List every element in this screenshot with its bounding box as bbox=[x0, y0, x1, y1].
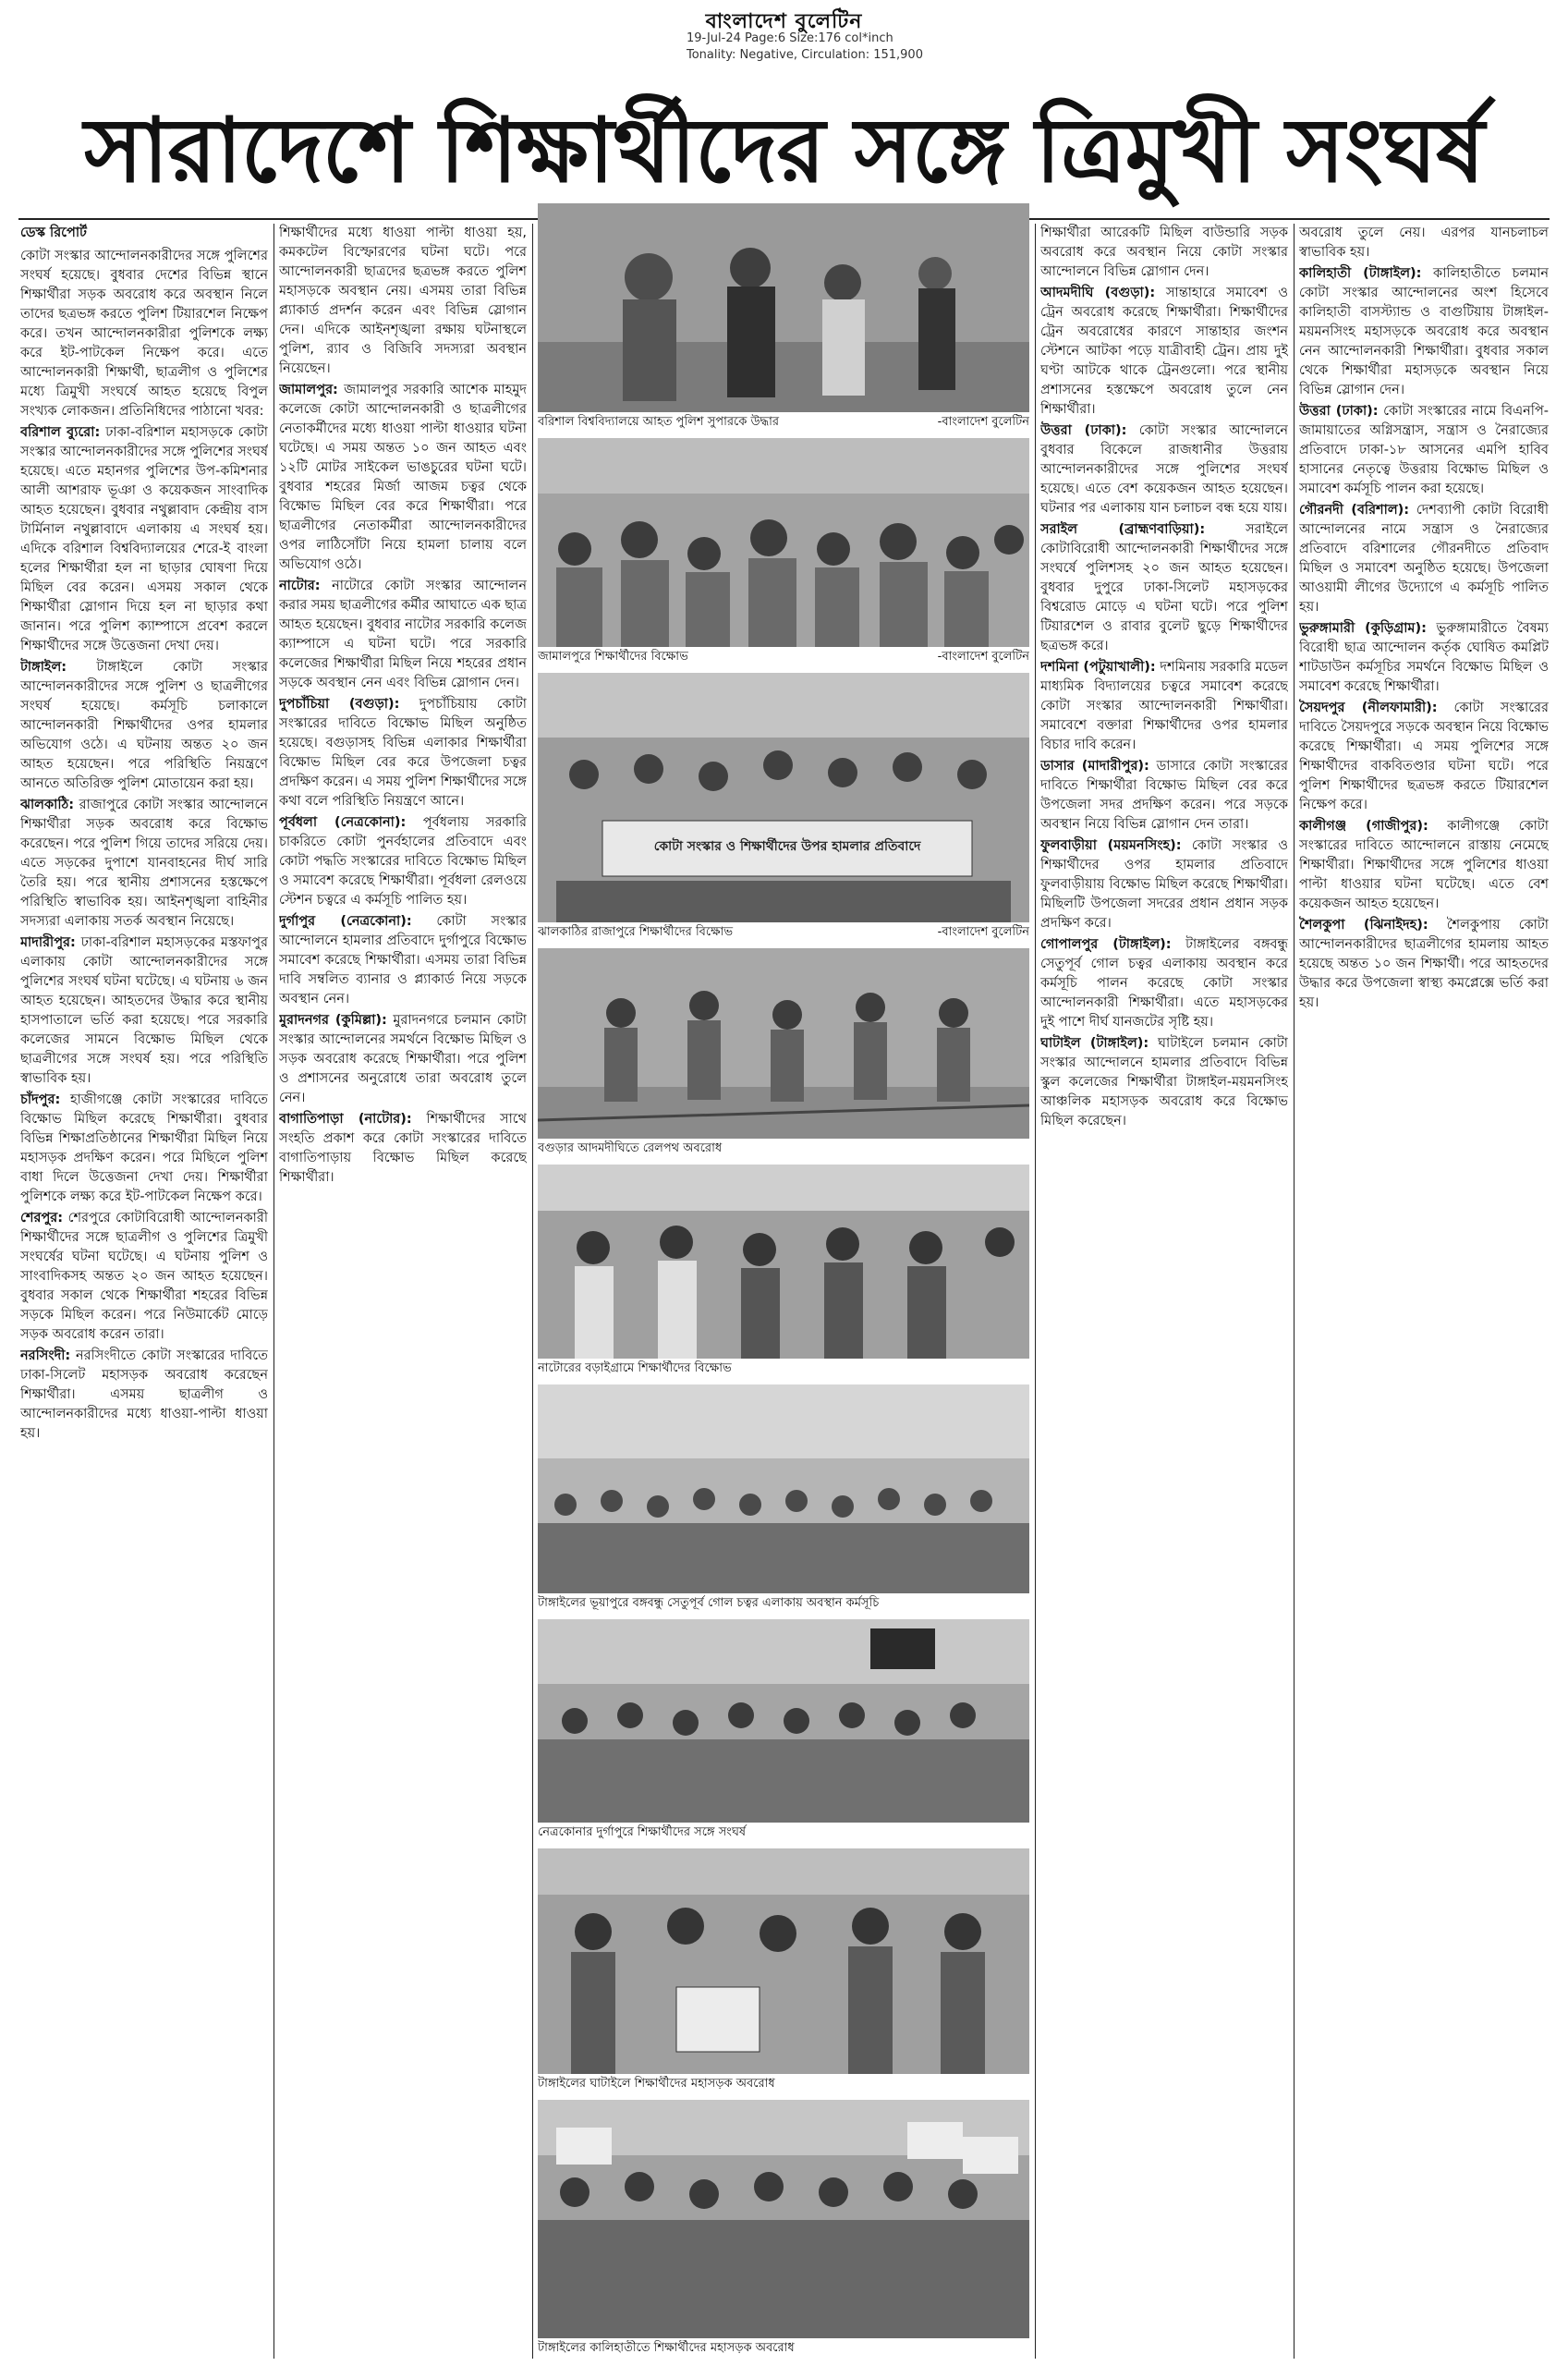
dateline: টাঙ্গাইল: bbox=[20, 660, 67, 675]
dateline: মাদারীপুর: bbox=[20, 935, 76, 950]
dateline: বরিশাল ব্যুরো: bbox=[20, 425, 101, 440]
clipping-meta-tonality: Tonality: Negative, Circulation: 151,900 bbox=[687, 48, 923, 62]
crowd-photo bbox=[538, 203, 1029, 412]
paragraph-text: শিক্ষার্থীদের সাথে সংহতি প্রকাশ করে কোটা সংস্কারের দাবিতে বাগাতিপাড়ায় বিক্ষোভ মিছিল করেছে শিক্ষার্থীরা। bbox=[279, 1112, 527, 1185]
photo-1 bbox=[538, 203, 1029, 412]
dateline: দশমিনা (পটুয়াখালী): bbox=[1040, 660, 1156, 675]
column-divider bbox=[1294, 224, 1295, 2359]
paragraph-text: কোটা সংস্কার আন্দোলনে বুধবার বিকেলে রাজধানীর উত্তরায় আন্দোলনকারীদের সঙ্গে পুলিশের সংঘর্ষ হয়েছে। এতে বেশ কয়েকজন আহত হয়েছেন। ঘটনার পর এলাকায় যান চলাচল বন্ধ হয়ে যায়। bbox=[1040, 423, 1288, 516]
caption-text: নাটোরের বড়াইগ্রামে শিক্ষার্থীদের বিক্ষোভ bbox=[538, 1361, 732, 1375]
paragraph-text: পূর্বধলায় সরকারি চাকরিতে কোটা পুনর্বহালের প্রতিবাদে এবং কোটা পদ্ধতি সংস্কারের দাবিতে বিক্ষোভ মিছিল ও সমাবেশ করেছে শিক্ষার্থীরা। পূর্বধলা রেলওয়ে স্টেশন চত্বরে এ কর্মসূচি পালিত হয়। bbox=[279, 815, 527, 908]
dateline: সরাইল (ব্রাহ্মণবাড়িয়া): bbox=[1040, 522, 1206, 537]
page-headline: সারাদেশে শিক্ষার্থীদের সঙ্গে ত্রিমুখী সংঘর্ষ bbox=[84, 99, 1484, 202]
dateline: গোপালপুর (টাঙ্গাইল): bbox=[1040, 937, 1172, 952]
article-paragraph bbox=[279, 1011, 527, 1108]
article-paragraph bbox=[1299, 916, 1549, 1013]
paragraph-text: টাঙ্গাইলের বঙ্গবন্ধু সেতুপূর্ব গোল চত্বর এলাকায় অবস্থান করে কর্মসূচি পালন করেছে কোটা সংস্কার আন্দোলনকারী শিক্ষার্থীরা। এতে মহাসড়কের দুই পাশে দীর্ঘ যানজটের সৃষ্টি হয়। bbox=[1040, 937, 1288, 1030]
article-column-4 bbox=[1040, 224, 1288, 2359]
article-paragraph bbox=[20, 658, 268, 794]
dateline: পূর্বধলা (নেত্রকোনা): bbox=[279, 815, 407, 830]
caption-text: নেত্রকোনার দুর্গাপুরে শিক্ষার্থীদের সঙ্গে সংঘর্ষ bbox=[538, 1825, 747, 1839]
paragraph-text: শেরপুরে কোটাবিরোধী আন্দোলনকারী শিক্ষার্থীদের সঙ্গে ছাত্রলীগ ও পুলিশের ত্রিমুখী সংঘর্ষের ঘটনা ঘটেছে। এ ঘটনায় পুলিশ ও সাংবাদিকসহ অন্তত ২০ জন আহত হয়েছেন। বুধবার সকাল থেকে শিক্ষার্থীরা শহরের বিভিন্ন সড়কে মিছিল করেন। পরে নিউমার্কেট মোড়ে সড়ক অবরোধ করেন তারা। bbox=[20, 1211, 268, 1342]
paragraph-text: ভুরুঙ্গামারীতে বৈষম্য বিরোধী ছাত্র আন্দোলন কর্তৃক ঘোষিত কমপ্লিট শাটডাউন কর্মসূচির সমর্থনে বিক্ষোভ মিছিল ও সমাবেশ করেছে শিক্ষার্থীরা। bbox=[1299, 621, 1549, 694]
article-paragraph bbox=[1040, 935, 1288, 1032]
dateline: বাগাতিপাড়া (নাটোর): bbox=[279, 1112, 412, 1127]
byline: ডেস্ক রিপোর্ট bbox=[20, 226, 87, 240]
article-paragraph: শিক্ষার্থীদের মধ্যে ধাওয়া পাল্টা ধাওয়া হয়, কমকটেল বিস্ফোরণের ঘটনা ঘটে। পরে আন্দোলনকারী ছাত্রদের ছত্রভঙ্গ করতে পুলিশ মহাসড়কে অবস্থান নেয়। এসময় তারা বিভিন্ন প্ল্যাকার্ড প্রদর্শন করেন এবং বিভিন্ন স্লোগান দেন। এদিকে আইনশৃঙ্খলা রক্ষায় ঘটনাস্থলে পুলিশ, র‍্যাব ও বিজিবি সদস্যরা অবস্থান নিয়েছেন। bbox=[279, 226, 527, 376]
article-paragraph bbox=[279, 577, 527, 693]
article-paragraph bbox=[1040, 421, 1288, 518]
article-paragraph bbox=[1299, 699, 1549, 815]
paragraph-text: ঘাটাইলে চলমান কোটা সংস্কার আন্দোলনে হামলার প্রতিবাদে বিভিন্ন স্কুল কলেজের শিক্ষার্থীরা টাঙ্গাইল-ময়মনসিংহ আঞ্চলিক মহাসড়ক অবরোধ করে বিক্ষোভ মিছিল করেছেন। bbox=[1040, 1036, 1288, 1128]
crowd-photo bbox=[538, 1165, 1029, 1359]
dateline: ফুলবাড়ীয়া (ময়মনসিংহ): bbox=[1040, 838, 1182, 853]
crowd-photo bbox=[538, 1384, 1029, 1593]
caption-text: টাঙ্গাইলের কালিহাতীতে শিক্ষার্থীদের মহাসড়ক অবরোধ bbox=[538, 2341, 795, 2355]
article-paragraph bbox=[1299, 402, 1549, 499]
paragraph-text: ডাসারে কোটা সংস্কারের দাবিতে শিক্ষার্থীরা বিক্ষোভ মিছিল বের করে উপজেলা সদর প্রদক্ষিণ করেন। পরে সড়কে অবস্থান নিয়ে বিভিন্ন স্লোগান দেন তারা। bbox=[1040, 759, 1288, 832]
article-paragraph bbox=[20, 423, 268, 656]
article-paragraph bbox=[1299, 501, 1549, 617]
article-paragraph: অবরোধ তুলে নেয়। এরপর যানচলাচল স্বাভাবিক হয়। bbox=[1299, 226, 1549, 260]
crowd-photo bbox=[538, 673, 1029, 922]
paragraph-text: দেশব্যাপী কোটা বিরোধী আন্দোলনের নামে সন্ত্রাস ও নৈরাজ্যের প্রতিবাদে বরিশালের গৌরনদীতে প্রতিবাদ মিছিল ও সমাবেশ অনুষ্ঠিত হয়েছে। উপজেলা আওয়ামী লীগের উদ্যোগে এ কর্মসূচি পালিত হয়। bbox=[1299, 503, 1549, 615]
photo-caption bbox=[538, 1360, 1029, 1377]
caption-source: -বাংলাদেশ বুলেটিন bbox=[937, 650, 1029, 664]
article-paragraph bbox=[20, 933, 268, 1089]
dateline: ঘাটাইল (টাঙ্গাইল): bbox=[1040, 1036, 1149, 1051]
clipping-meta-date-page: 19-Jul-24 Page:6 Size:176 col*inch bbox=[687, 31, 893, 45]
photo-7 bbox=[538, 1619, 1029, 1823]
dateline: দুপচাঁচিয়া (বগুড়া): bbox=[279, 697, 400, 712]
caption-text: টাঙ্গাইলের ঘাটাইলে শিক্ষার্থীদের মহাসড়ক অবরোধ bbox=[538, 2077, 775, 2091]
dateline: সৈয়দপুর (নীলফামারী): bbox=[1299, 701, 1438, 715]
paragraph-text: টাঙ্গাইলে কোটা সংস্কার আন্দোলনকারীদের সঙ্গে পুলিশ ও ছাত্রলীগের সংঘর্ষ হয়েছে। কর্মসূচি চলাকালে আন্দোলনকারী শিক্ষার্থীদের ওপর হামলার অভিযোগ ওঠে। এ ঘটনায় অন্তত ২০ জন আহত হয়েছেন। পরে পরিস্থিতি নিয়ন্ত্রণে আনতে অতিরিক্ত পুলিশ মোতায়েন করা হয়। bbox=[20, 660, 268, 791]
dateline: নাটোর: bbox=[279, 579, 321, 593]
paragraph-text: রাজাপুরে কোটা সংস্কার আন্দোলনে শিক্ষার্থীরা সড়ক অবরোধ করে বিক্ষোভ করেছেন। পরে পুলিশ গিয়ে তাদের সরিয়ে দেয়। এতে সড়কের দুপাশে যানবাহনের দীর্ঘ সারি তৈরি হয়। পরে স্থানীয় প্রশাসনের হস্তক্ষেপে পরিস্থিতি স্বাভাবিক হয়। আইনশৃঙ্খলা বাহিনীর সদস্যরা এলাকায় সতর্ক অবস্থান নিয়েছে। bbox=[20, 798, 268, 929]
article-paragraph bbox=[1299, 619, 1549, 697]
article-paragraph bbox=[20, 796, 268, 932]
article-paragraph bbox=[1040, 757, 1288, 835]
paragraph-text: নাটোরে কোটা সংস্কার আন্দোলন করার সময় ছাত্রলীগের কর্মীর আঘাতে এক ছাত্র আহত হয়েছেন। বুধবার নাটোর সরকারি কলেজ ক্যাম্পাসে এ ঘটনা ঘটে। পরে সরকারি কলেজের শিক্ষার্থীরা মিছিল নিয়ে শহরের প্রধান সড়কে অবস্থান নেন এবং বিভিন্ন স্লোগান দেন। bbox=[279, 579, 527, 690]
article-paragraph bbox=[279, 1110, 527, 1188]
article-paragraph bbox=[1299, 264, 1549, 400]
photo-4 bbox=[538, 948, 1029, 1139]
paragraph-text: কোটা সংস্কার আন্দোলনে হামলার প্রতিবাদে দুর্গাপুরে বিক্ষোভ সমাবেশ করেছে শিক্ষার্থীরা। এসময় তারা বিভিন্ন দাবি সম্বলিত ব্যানার ও প্ল্যাকার্ড নিয়ে সড়কে অবস্থান নেন। bbox=[279, 914, 527, 1006]
article-paragraph bbox=[279, 912, 527, 1009]
article-paragraph bbox=[279, 381, 527, 575]
article-paragraph bbox=[1040, 520, 1288, 656]
article-paragraph bbox=[279, 813, 527, 910]
crowd-photo bbox=[538, 948, 1029, 1139]
photo-5 bbox=[538, 1165, 1029, 1359]
paragraph-text: সান্তাহারে সমাবেশ ও ট্রেন অবরোধ করেছে শিক্ষার্থীরা। শিক্ষার্থীদের ট্রেন অবরোধের কারণে সান্তাহার জংশন স্টেশনে আটকা পড়ে যাত্রীবাহী ট্রেন। প্রায় দুই ঘণ্টা আটকে থাকে ট্রেনগুলো। পরে স্থানীয় প্রশাসনের হস্তক্ষেপে অবরোধ তুলে নেন শিক্ষার্থীরা। bbox=[1040, 286, 1288, 417]
caption-text: জামালপুরে শিক্ষার্থীদের বিক্ষোভ bbox=[538, 650, 688, 664]
paragraph-text: দুপচাঁচিয়ায় কোটা সংস্কারের দাবিতে বিক্ষোভ মিছিল অনুষ্ঠিত হয়েছে। বগুড়াসহ বিভিন্ন এলাকার শিক্ষার্থীরা বিক্ষোভ মিছিল বের করে উপজেলা চত্বর প্রদক্ষিণ করেন। এ সময় পুলিশ শিক্ষার্থীদের সঙ্গে কথা বলে পরিস্থিতি নিয়ন্ত্রণে আনে। bbox=[279, 697, 527, 809]
photo-3 bbox=[538, 673, 1029, 922]
paragraph-text: কালিহাতীতে চলমান কোটা সংস্কার আন্দোলনের অংশ হিসেবে কালিহাতী বাসস্ট্যান্ড ও বাগুটিয়ায় টাঙ্গাইল-ময়মনসিংহ মহাসড়কে অবরোধ করে অবস্থান নেন আন্দোলনকারী শিক্ষার্থীরা। বুধবার সকাল থেকে শিক্ষার্থীরা মহাসড়কে অবস্থান নিয়ে বিভিন্ন স্লোগান দেন। bbox=[1299, 266, 1549, 397]
article-paragraph bbox=[279, 695, 527, 811]
dateline: কালিহাতী (টাঙ্গাইল): bbox=[1299, 266, 1422, 281]
article-paragraph bbox=[20, 1209, 268, 1345]
article-column-2 bbox=[279, 224, 527, 2359]
article-paragraph bbox=[1040, 1034, 1288, 1131]
article-paragraph: শিক্ষার্থীরা আরেকটি মিছিল বাউন্ডারি সড়ক অবরোধ করে অবস্থান নিয়ে কোটা সংস্কার আন্দোলনে বিভিন্ন স্লোগান দেন। bbox=[1040, 226, 1288, 279]
dateline: ভুরুঙ্গামারী (কুড়িগ্রাম): bbox=[1299, 621, 1427, 636]
caption-text: ঝালকাঠির রাজাপুরে শিক্ষার্থীদের বিক্ষোভ bbox=[538, 925, 734, 939]
photo-caption bbox=[538, 414, 1029, 431]
dateline: নরসিংদী: bbox=[20, 1348, 71, 1363]
photo-9 bbox=[538, 2100, 1029, 2338]
crowd-photo bbox=[538, 438, 1029, 647]
paragraph-text: কোটা সংস্কার ও শিক্ষার্থীদের ওপর হামলার প্রতিবাদে ফুলবাড়ীয়ায় বিক্ষোভ মিছিল করেছে শিক্ষার্থীরা। মিছিলটি উপজেলা সদরের প্রধান প্রধান সড়ক প্রদক্ষিণ করে। bbox=[1040, 838, 1288, 931]
caption-text: বগুড়ার আদমদীঘিতে রেলপথ অবরোধ bbox=[538, 1141, 723, 1155]
dateline: উত্তরা (ঢাকা): bbox=[1299, 404, 1379, 419]
crowd-photo bbox=[538, 2100, 1029, 2338]
article-column-5 bbox=[1299, 224, 1549, 2359]
dateline: গৌরনদী (বরিশাল): bbox=[1299, 503, 1410, 518]
dateline: উত্তরা (ঢাকা): bbox=[1040, 423, 1127, 438]
column-divider bbox=[1035, 224, 1036, 2359]
photo-6 bbox=[538, 1384, 1029, 1593]
paragraph-text: কালীগঞ্জে কোটা সংস্কারের দাবিতে আন্দোলনে রাস্তায় নেমেছে শিক্ষার্থীরা। শিক্ষার্থীদের সঙ্গে পুলিশের ধাওয়া পাল্টা ধাওয়ার ঘটনা ঘটেছে। এতে বেশ কয়েকজন আহত হয়েছেন। bbox=[1299, 819, 1549, 911]
dateline: ঝালকাঠি: bbox=[20, 798, 75, 812]
paragraph-text: জামালপুর সরকারি আশেক মাহমুদ কলেজে কোটা আন্দোলনকারী ও ছাত্রলীগের নেতাকর্মীদের মধ্যে ধাওয়া পাল্টা ধাওয়ার ঘটনা ঘটেছে। এ সময় অন্তত ১০ জন আহত এবং ১২টি মোটর সাইকেল ভাঙচুরের ঘটনা ঘটে। বুধবার শহরের মির্জা আজম চত্বর থেকে বিক্ষোভ মিছিল বের করে শিক্ষার্থীরা। পরে ছাত্রলীগের নেতাকর্মীরা আন্দোলনকারীদের ওপর লাঠিসোঁটা নিয়ে হামলা চালায় বলে অভিযোগ ওঠে। bbox=[279, 383, 527, 572]
paragraph-text: ঢাকা-বরিশাল মহাসড়কে কোটা সংস্কার আন্দোলনকারীদের সঙ্গে পুলিশের সংঘর্ষ হয়েছে। এতে মহানগর পুলিশের উপ-কমিশনার আলী আশরাফ ভূঞা ও কয়েকজন সাংবাদিক আহত হয়েছেন। বুধবার নথুল্লাবাদ কেন্দ্রীয় বাস টার্মিনাল নথুল্লাবাদে এলাকায় এ সংঘর্ষ হয়। এদিকে বরিশাল বিশ্ববিদ্যালয়ের শেরে-ই বাংলা হলের শিক্ষার্থীরা হল না ছাড়ার ঘোষণা দিয়ে মিছিল বের করেন। এসময় সকাল থেকে শিক্ষার্থীরা স্লোগান দিয়ে হল না ছাড়ার কথা জানান। পরে পুলিশ ক্যাম্পাসে প্রবেশ করলে শিক্ষার্থীদের সঙ্গে উত্তেজনা দেখা দেয়। bbox=[20, 425, 268, 653]
dateline: ডাসার (মাদারীপুর): bbox=[1040, 759, 1149, 774]
paragraph-text: সরাইলে কোটাবিরোধী আন্দোলনকারী শিক্ষার্থীদের সঙ্গে সংঘর্ষে পুলিশসহ ২০ জন আহত হয়েছেন। বুধবার দুপুরে ঢাকা-সিলেট মহাসড়কের বিশ্বরোড মোড়ে এ ঘটনা ঘটে। পরে পুলিশ টিয়ারশেল ও রাবার বুলেট ছুড়ে শিক্ষার্থীদের ছত্রভঙ্গ করে। bbox=[1040, 522, 1288, 653]
dateline: মুরাদনগর (কুমিল্লা): bbox=[279, 1013, 387, 1028]
article-paragraph bbox=[1040, 284, 1288, 420]
photo-caption bbox=[538, 649, 1029, 665]
article-paragraph bbox=[1040, 836, 1288, 933]
article-paragraph bbox=[1040, 658, 1288, 755]
dateline: জামালপুর: bbox=[279, 383, 338, 397]
caption-text: টাঙ্গাইলের ভূয়াপুরে বঙ্গবন্ধু সেতুপূর্ব গোল চত্বর এলাকায় অবস্থান কর্মসূচি bbox=[538, 1596, 880, 1610]
paragraph-text: কোটা সংস্কারের নামে বিএনপি-জামায়াতের অগ্নিসন্ত্রাস, সন্ত্রাস ও নৈরাজ্যের প্রতিবাদে ঢাকা-১৮ আসনের এমপি হাবিব হাসানের নেতৃত্বে উত্তরায় বিক্ষোভ মিছিল ও সমাবেশ কর্মসূচি পালন করা হয়েছে। bbox=[1299, 404, 1549, 496]
crowd-photo bbox=[538, 1619, 1029, 1823]
paragraph-text: শৈলকুপায় কোটা আন্দোলনকারীদের ছাত্রলীগের হামলায় আহত হয়েছে অন্তত ১০ জন শিক্ষার্থী। পরে আহতদের উদ্ধার করে উপজেলা স্বাস্থ্য কমপ্লেক্সে ভর্তি করা হয়। bbox=[1299, 918, 1549, 1010]
article-paragraph bbox=[1299, 817, 1549, 914]
paragraph-text: কোটা সংস্কারের দাবিতে সৈয়দপুরে সড়কে অবস্থান নিয়ে বিক্ষোভ করেছে শিক্ষার্থীরা। এ সময় পুলিশের সঙ্গে শিক্ষার্থীদের বাকবিতণ্ডার ঘটনা ঘটে। পরে পুলিশ শিক্ষার্থীদের ছত্রভঙ্গ করতে টিয়ারশেল নিক্ষেপ করে। bbox=[1299, 701, 1549, 812]
column-divider bbox=[532, 224, 533, 2359]
dateline: আদমদীঘি (বগুড়া): bbox=[1040, 286, 1156, 300]
dateline: শেরপুর: bbox=[20, 1211, 64, 1226]
protest-banner-text: কোটা সংস্কার ও শিক্ষার্থীদের উপর হামলার প্রতিবাদে bbox=[653, 839, 921, 854]
photo-2 bbox=[538, 438, 1029, 647]
photo-caption bbox=[538, 1595, 1029, 1612]
paragraph-text: মুরাদনগরে চলমান কোটা সংস্কার আন্দোলনের সমর্থনে বিক্ষোভ মিছিল ও সড়ক অবরোধ করেছে শিক্ষার্থীরা। পরে পুলিশ ও প্রশাসনের অনুরোধে তারা অবরোধ তুলে নেন। bbox=[279, 1013, 527, 1105]
dateline: দুর্গাপুর (নেত্রকোনা): bbox=[279, 914, 412, 929]
photo-caption bbox=[538, 924, 1029, 941]
photo-caption bbox=[538, 2076, 1029, 2092]
caption-source: -বাংলাদেশ বুলেটিন bbox=[937, 415, 1029, 429]
photo-caption bbox=[538, 1140, 1029, 1157]
column-divider bbox=[273, 224, 274, 2359]
paragraph-text: ঢাকা-বরিশাল মহাসড়কের মস্তফাপুর এলাকায় কোটা আন্দোলনকারীদের সঙ্গে পুলিশের সংঘর্ষ ঘটনা ঘটেছে। এ ঘটনায় ৬ জন আহত হয়েছেন। আহতদের উদ্ধার করে স্থানীয় হাসপাতালে ভর্তি করা হয়েছে। পরে সরকারি কলেজের সামনে বিক্ষোভ মিছিল থেকে ছাত্রলীগের সঙ্গে সংঘর্ষ হয়। পরে পরিস্থিতি স্বাভাবিক হয়। bbox=[20, 935, 268, 1086]
paragraph-text: নরসিংদীতে কোটা সংস্কারের দাবিতে ঢাকা-সিলেট মহাসড়ক অবরোধ করেছেন শিক্ষার্থীরা। এসময় ছাত্রলীগ ও আন্দোলনকারীদের মধ্যে ধাওয়া-পাল্টা ধাওয়া হয়। bbox=[20, 1348, 268, 1441]
publication-name: বাংলাদেশ বুলেটিন bbox=[705, 10, 863, 33]
dateline: কালীগঞ্জ (গাজীপুর): bbox=[1299, 819, 1428, 834]
dateline: চাঁদপুর: bbox=[20, 1092, 61, 1107]
caption-text: বরিশাল বিশ্ববিদ্যালয়ে আহত পুলিশ সুপারকে উদ্ধার bbox=[538, 415, 780, 429]
photo-8 bbox=[538, 1848, 1029, 2074]
article-paragraph bbox=[20, 1347, 268, 1444]
article-intro: কোটা সংস্কার আন্দোলনকারীদের সঙ্গে পুলিশের সংঘর্ষ হয়েছে। বুধবার দেশের বিভিন্ন স্থানে শিক্ষার্থীরা সড়ক অবরোধ করে অবস্থান নিলে তাদের ছত্রভঙ্গ করতে পুলিশ টিয়ারশেল নিক্ষেপ করে। তখন আন্দোলনকারীরা পুলিশকে লক্ষ্য করে ইট-পাটকেল নিক্ষেপ করে। এতে আন্দোলনকারী শিক্ষার্থী, ছাত্রলীগ ও পুলিশের মধ্যে ত্রিমুখী সংঘর্ষে আহত হয়েছে বিপুল সংখ্যক লোকজন। প্রতিনিধিদের পাঠানো খবর: bbox=[20, 249, 268, 419]
paragraph-text: হাজীগঞ্জে কোটা সংস্কারের দাবিতে বিক্ষোভ মিছিল করেছে শিক্ষার্থীরা। বুধবার বিভিন্ন শিক্ষাপ্রতিষ্ঠানের শিক্ষার্থীরা মিছিল নিয়ে মহাসড়ক প্রদক্ষিণ করেন। পরে মিছিলে পুলিশ বাধা দিলে উত্তেজনা দেখা দেয়। শিক্ষার্থীরা পুলিশকে লক্ষ্য করে ইট-পাটকেল নিক্ষেপ করে। bbox=[20, 1092, 268, 1204]
photo-caption bbox=[538, 2340, 1029, 2357]
article-paragraph bbox=[20, 1091, 268, 1207]
crowd-photo bbox=[538, 1848, 1029, 2074]
dateline: শৈলকুপা (ঝিনাইদহ): bbox=[1299, 918, 1428, 933]
article-column-1 bbox=[20, 224, 268, 2359]
flag-shape bbox=[870, 1628, 935, 1669]
caption-source: -বাংলাদেশ বুলেটিন bbox=[937, 925, 1029, 939]
paragraph-text: দশমিনায় সরকারি মডেল মাধ্যমিক বিদ্যালয়ের চত্বরে সমাবেশ করেছে কোটা সংস্কার আন্দোলনকারী শিক্ষার্থীরা। সমাবেশে বক্তারা শিক্ষার্থীদের ওপর হামলার বিচার দাবি করেন। bbox=[1040, 660, 1288, 752]
clipping-header bbox=[0, 0, 1568, 83]
photo-caption bbox=[538, 1824, 1029, 1841]
